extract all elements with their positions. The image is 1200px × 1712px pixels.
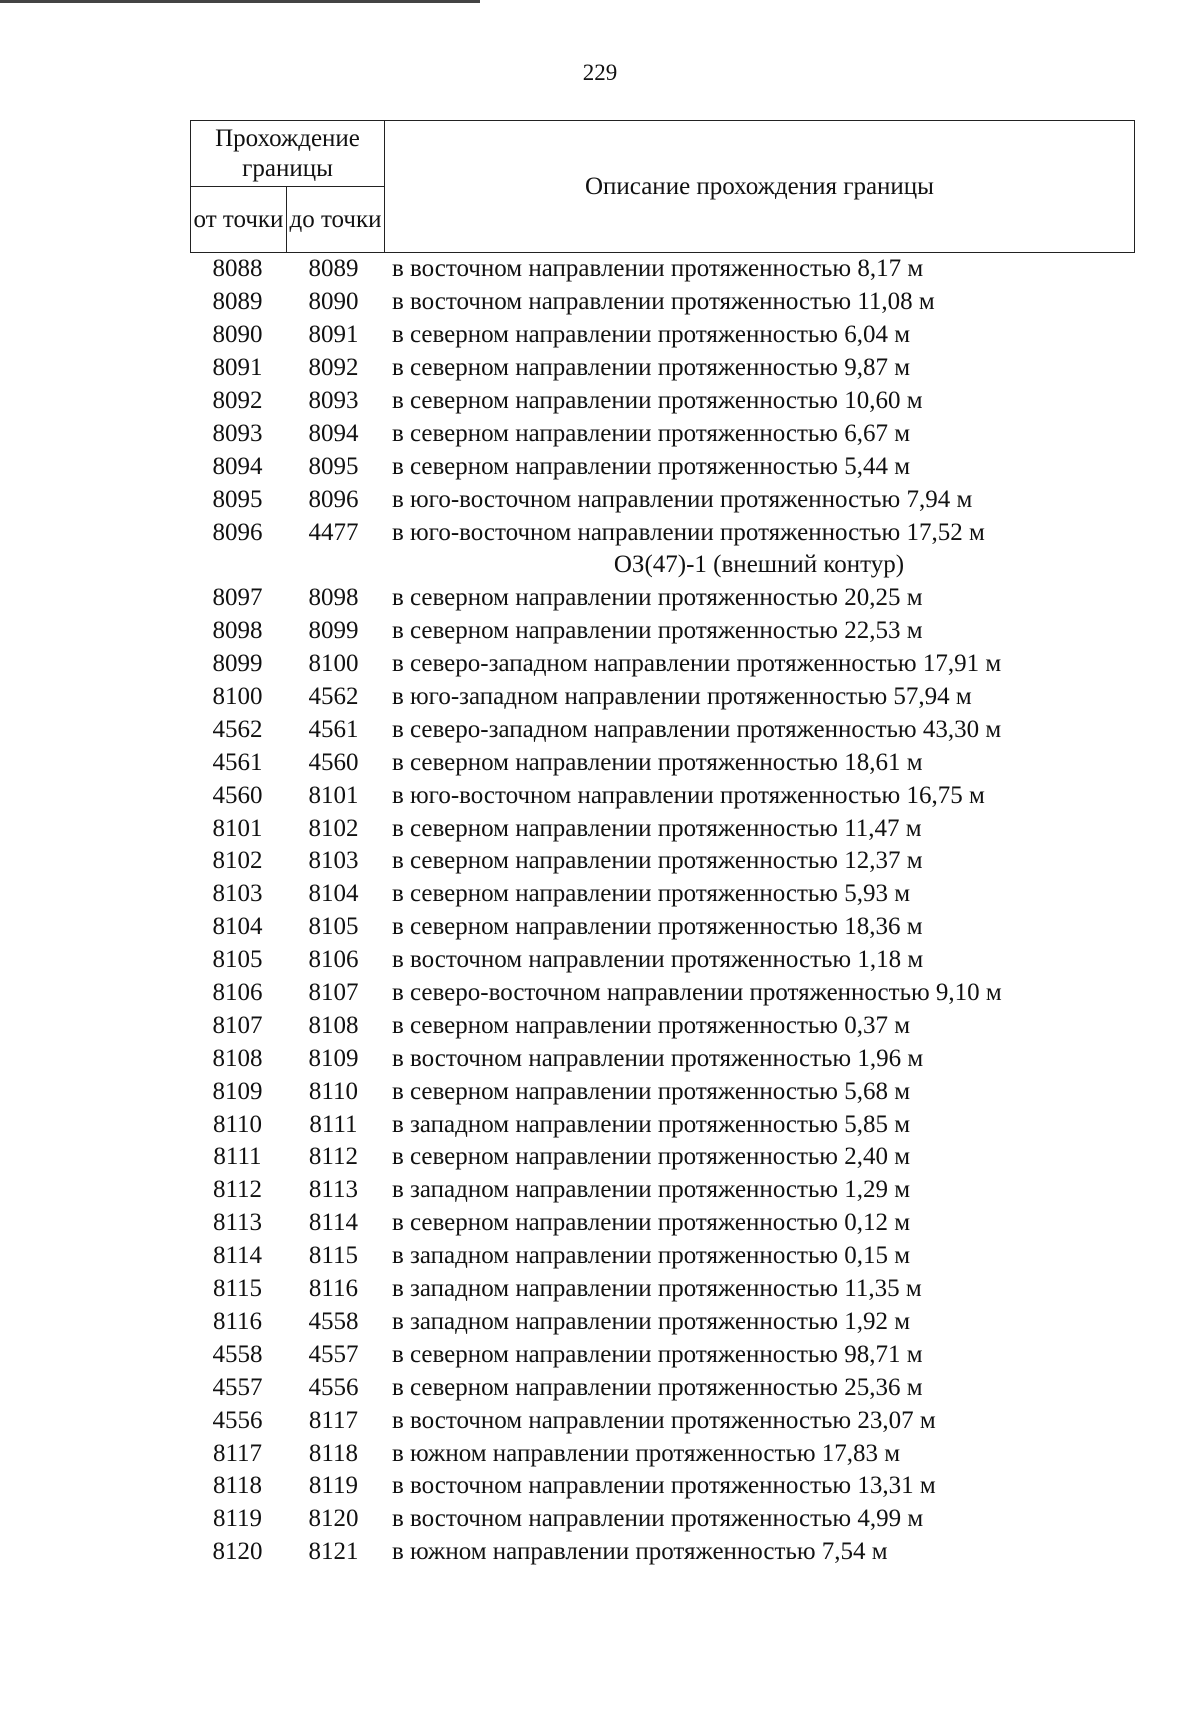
- table-row: [190, 417, 1134, 450]
- table-row: [190, 944, 1134, 977]
- to-point: 4557: [308, 1340, 359, 1368]
- from-point: 8117: [212, 1439, 263, 1467]
- boundary-description: в западном направлении протяженностью 5,85 м: [391, 1110, 911, 1138]
- from-point: 8112: [212, 1176, 263, 1204]
- to-point: 4556: [308, 1373, 359, 1401]
- from-point: 8105: [212, 946, 263, 974]
- table-row: [190, 352, 1134, 385]
- to-point: 4561: [308, 715, 359, 743]
- table-row: [190, 615, 1134, 648]
- table-row: [190, 911, 1134, 944]
- table-row: [190, 483, 1134, 516]
- to-point: 8099: [308, 617, 359, 645]
- table-row: [190, 1503, 1134, 1536]
- from-point: 8119: [212, 1505, 263, 1533]
- to-point: 8089: [308, 255, 359, 283]
- boundary-description: в восточном направлении протяженностью 23,07 м: [391, 1406, 936, 1434]
- table-header: [190, 120, 1135, 253]
- to-point: 8105: [308, 913, 359, 941]
- table-row: [190, 1141, 1134, 1174]
- table-row: [190, 1240, 1134, 1273]
- to-point: 8093: [308, 387, 359, 414]
- table-row: [190, 648, 1134, 681]
- boundary-description: в северном направлении протяженностью 5,44 м: [391, 452, 911, 480]
- table-row: [190, 1273, 1134, 1306]
- from-point: 8091: [212, 354, 263, 382]
- table-row: [190, 1009, 1134, 1042]
- table-row: [190, 779, 1134, 812]
- from-point: 8092: [212, 387, 263, 414]
- to-point: 8120: [308, 1505, 359, 1533]
- to-point: 8121: [308, 1538, 359, 1566]
- header-description: Описание прохождения границы: [385, 121, 1135, 253]
- from-point: 4558: [212, 1340, 263, 1368]
- table-row: [190, 286, 1134, 319]
- from-point: 8107: [212, 1011, 263, 1039]
- boundary-description: в восточном направлении протяженностью 8,17 м: [391, 255, 924, 283]
- to-point: 8110: [308, 1077, 358, 1105]
- header-to: до точки: [287, 187, 385, 253]
- table-row: [190, 845, 1134, 878]
- from-point: 8116: [212, 1307, 263, 1335]
- boundary-description: в северном направлении протяженностью 25,36 м: [391, 1373, 923, 1401]
- from-point: 8094: [212, 452, 263, 480]
- boundary-description: в западном направлении протяженностью 0,15 м: [391, 1242, 911, 1270]
- to-point: 8096: [308, 485, 359, 513]
- boundary-description: в северном направлении протяженностью 11,47 м: [391, 814, 922, 842]
- from-point: 8093: [212, 419, 263, 447]
- table-row: [190, 319, 1134, 352]
- table-row: [190, 1174, 1134, 1207]
- table-row: [190, 681, 1134, 714]
- from-point: 4561: [212, 748, 263, 776]
- to-point: 8111: [309, 1110, 358, 1138]
- page-number: 229: [582, 60, 618, 85]
- to-point: 8113: [308, 1176, 358, 1204]
- to-point: 8117: [308, 1406, 358, 1434]
- table-row: [190, 582, 1134, 615]
- from-point: 8110: [212, 1110, 263, 1138]
- boundary-description: в восточном направлении протяженностью 1,96 м: [391, 1044, 924, 1072]
- table-row: [190, 1371, 1134, 1404]
- from-point: 8089: [212, 288, 263, 316]
- table-row: [190, 450, 1134, 483]
- boundary-description: в юго-западном направлении протяженностью 57,94 м: [391, 683, 972, 711]
- from-point: 8100: [212, 683, 263, 711]
- to-point: 8112: [308, 1143, 358, 1171]
- from-point: 4562: [212, 715, 263, 743]
- from-point: 8099: [212, 650, 263, 678]
- boundary-description: в северном направлении протяженностью 2,40 м: [391, 1143, 911, 1171]
- section-title: ОЗ(47)-1 (внешний контур): [613, 551, 905, 579]
- from-point: 8109: [212, 1077, 263, 1105]
- boundary-description: в северо-западном направлении протяженностью 17,91 м: [391, 650, 1002, 678]
- to-point: 8100: [308, 650, 359, 678]
- to-point: 8090: [308, 288, 359, 316]
- boundary-description: в восточном направлении протяженностью 13,31 м: [391, 1472, 936, 1500]
- table-row: [190, 1306, 1134, 1339]
- table-row: [190, 713, 1134, 746]
- from-point: 8095: [212, 485, 263, 513]
- from-point: 8098: [212, 617, 263, 645]
- to-point: 4558: [308, 1307, 359, 1335]
- boundary-description: в западном направлении протяженностью 11,35 м: [391, 1275, 922, 1303]
- table-row: [190, 746, 1134, 779]
- from-point: 8115: [212, 1275, 263, 1303]
- from-point: 8103: [212, 880, 263, 908]
- boundary-description: в северном направлении протяженностью 12,37 м: [391, 847, 923, 875]
- from-point: 8097: [212, 584, 263, 612]
- boundary-description: в северном направлении протяженностью 98,71 м: [391, 1340, 923, 1368]
- table-row: [190, 1404, 1134, 1437]
- from-point: 8114: [212, 1242, 263, 1270]
- from-point: 8111: [213, 1143, 262, 1171]
- table-row: [190, 1207, 1134, 1240]
- boundary-description: в северо-восточном направлении протяженностью 9,10 м: [391, 979, 1002, 1007]
- table-row: [190, 812, 1134, 845]
- rows-group-before: [190, 253, 1134, 549]
- to-point: 8094: [308, 419, 359, 447]
- from-point: 8106: [212, 979, 263, 1007]
- scan-edge-line: [0, 0, 1200, 3]
- boundary-description: в северо-западном направлении протяженностью 43,30 м: [391, 715, 1002, 743]
- from-point: 4557: [212, 1373, 263, 1401]
- from-point: 8090: [212, 321, 263, 349]
- to-point: 8098: [308, 584, 359, 612]
- table-row: [190, 878, 1134, 911]
- boundary-description: в западном направлении протяженностью 1,92 м: [391, 1307, 911, 1335]
- boundary-description: в северном направлении протяженностью 6,67 м: [391, 419, 911, 447]
- to-point: 8103: [308, 847, 359, 875]
- to-point: 8091: [308, 321, 359, 349]
- table-row: [190, 253, 1134, 286]
- to-point: 8114: [308, 1209, 358, 1237]
- to-point: 8118: [308, 1439, 358, 1467]
- from-point: 4556: [212, 1406, 263, 1434]
- boundary-description: в юго-восточном направлении протяженностью 17,52 м: [391, 518, 985, 546]
- table-row: [190, 1042, 1134, 1075]
- to-point: 4477: [308, 518, 359, 546]
- table-row: [190, 1437, 1134, 1470]
- from-point: 8104: [212, 913, 263, 941]
- from-point: 8120: [212, 1538, 263, 1566]
- boundary-table: [190, 120, 1134, 1569]
- table-row: [190, 1338, 1134, 1371]
- from-point: 8118: [212, 1472, 263, 1500]
- to-point: 8107: [308, 979, 359, 1007]
- to-point: 8101: [308, 781, 359, 809]
- boundary-description: в восточном направлении протяженностью 4,99 м: [391, 1505, 924, 1533]
- boundary-description: в западном направлении протяженностью 1,29 м: [391, 1176, 911, 1204]
- to-point: 8108: [308, 1011, 359, 1039]
- from-point: 8102: [212, 847, 263, 875]
- boundary-description: в северном направлении протяженностью 10,60 м: [391, 387, 923, 414]
- boundary-description: в северном направлении протяженностью 5,93 м: [391, 880, 911, 908]
- rows-group-after: [190, 582, 1134, 1569]
- boundary-description: в юго-восточном направлении протяженностью 16,75 м: [391, 781, 985, 809]
- boundary-description: в северном направлении протяженностью 0,37 м: [391, 1011, 911, 1039]
- table-row: [190, 1536, 1134, 1569]
- boundary-description: в северном направлении протяженностью 5,68 м: [391, 1077, 911, 1105]
- to-point: 8119: [308, 1472, 358, 1500]
- from-point: 8108: [212, 1044, 263, 1072]
- to-point: 8116: [308, 1275, 358, 1303]
- from-point: 4560: [212, 781, 263, 809]
- to-point: 4560: [308, 748, 359, 776]
- table-row: [190, 1470, 1134, 1503]
- boundary-description: в северном направлении протяженностью 18,61 м: [391, 748, 923, 776]
- from-point: 8096: [212, 518, 263, 546]
- boundary-description: в северном направлении протяженностью 6,04 м: [391, 321, 911, 349]
- to-point: 8102: [308, 814, 359, 842]
- section-row: [190, 549, 1134, 582]
- to-point: 8115: [308, 1242, 358, 1270]
- boundary-description: в северном направлении протяженностью 9,87 м: [391, 354, 911, 382]
- boundary-description: в северном направлении протяженностью 18,36 м: [391, 913, 923, 941]
- table-row: [190, 1108, 1134, 1141]
- to-point: 8104: [308, 880, 359, 908]
- table-row: [190, 1075, 1134, 1108]
- boundary-description: в юго-восточном направлении протяженностью 7,94 м: [391, 485, 973, 513]
- boundary-description: в восточном направлении протяженностью 1,18 м: [391, 946, 924, 974]
- boundary-description: в северном направлении протяженностью 20,25 м: [391, 584, 923, 612]
- table-row: [190, 977, 1134, 1010]
- boundary-description: в южном направлении протяженностью 7,54 м: [391, 1538, 888, 1566]
- boundary-description: в южном направлении протяженностью 17,83 м: [391, 1439, 901, 1467]
- table-row: [190, 385, 1134, 418]
- from-point: 8088: [212, 255, 263, 283]
- to-point: 8092: [308, 354, 359, 382]
- to-point: 8095: [308, 452, 359, 480]
- boundary-description: в восточном направлении протяженностью 11,08 м: [391, 288, 935, 316]
- boundary-description: в северном направлении протяженностью 22,53 м: [391, 617, 923, 645]
- to-point: 8106: [308, 946, 359, 974]
- header-from: от точки: [191, 187, 287, 253]
- from-point: 8101: [212, 814, 263, 842]
- header-passage: Прохождение границы: [191, 121, 385, 187]
- from-point: 8113: [212, 1209, 263, 1237]
- to-point: 4562: [308, 683, 359, 711]
- boundary-description: в северном направлении протяженностью 0,12 м: [391, 1209, 911, 1237]
- table-row: [190, 516, 1134, 549]
- to-point: 8109: [308, 1044, 359, 1072]
